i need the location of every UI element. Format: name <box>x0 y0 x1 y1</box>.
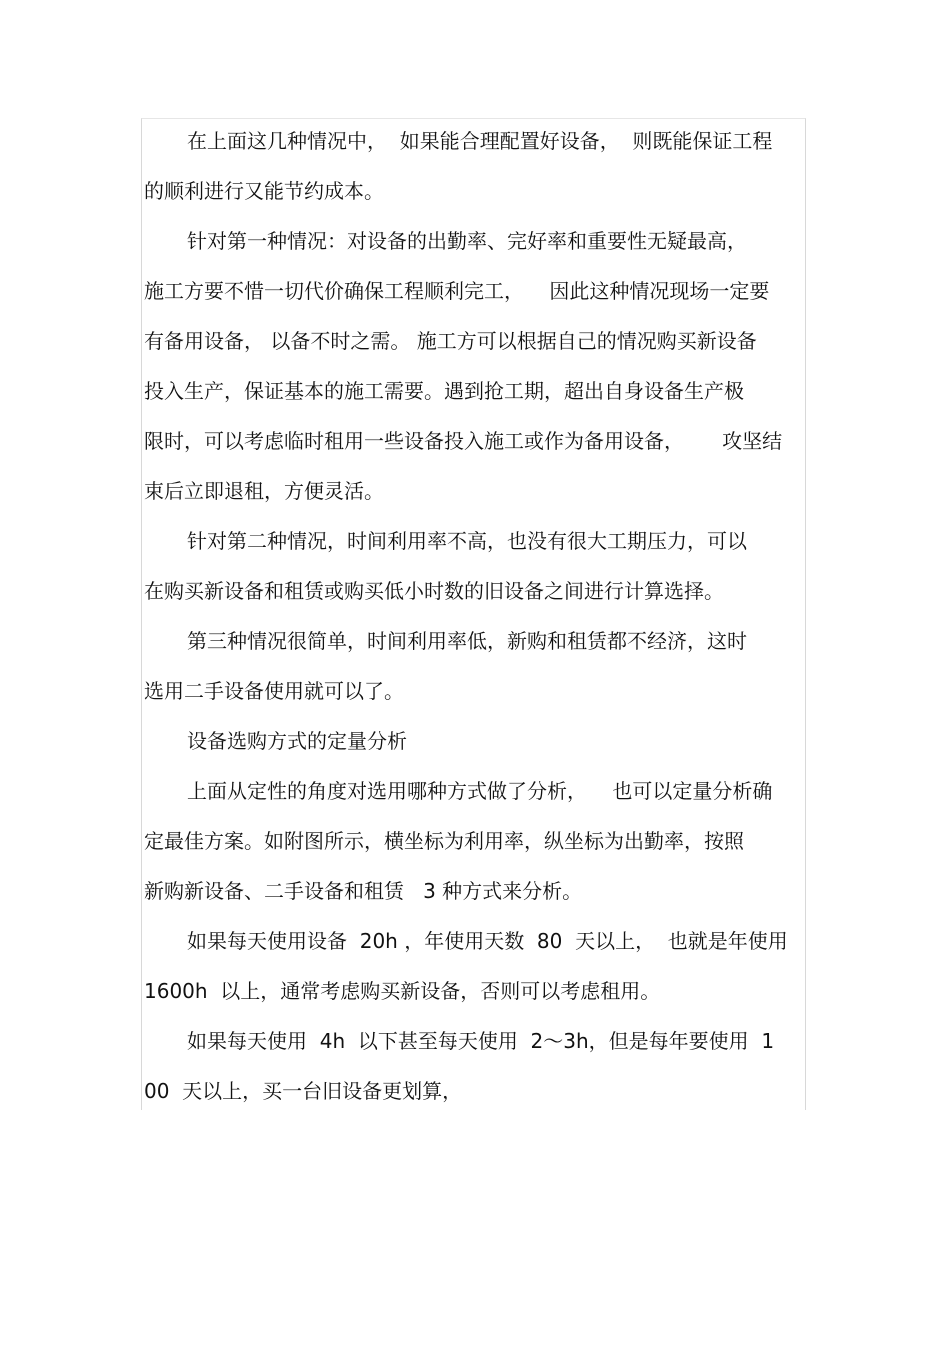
text-line: 新购新设备、二手设备和租赁 3 种方式来分析。 <box>144 879 583 903</box>
text-line: 定最佳方案。如附图所示，横坐标为利用率，纵坐标为出勤率，按照 <box>144 829 744 853</box>
text-line: 针对第二种情况，时间利用率不高，也没有很大工期压力，可以 <box>187 529 747 553</box>
text-line: 针对第一种情况：对设备的出勤率、完好率和重要性无疑最高， <box>187 229 747 253</box>
text-line: 如果每天使用 4h 以下甚至每天使用 2～3h，但是每年要使用 1 <box>187 1029 775 1053</box>
text-line: 限时，可以考虑临时租用一些设备投入施工或作为备用设备， 攻坚结 <box>144 429 783 453</box>
text-line: 上面从定性的角度对选用哪种方式做了分析， 也可以定量分析确 <box>187 779 773 803</box>
text-line: 束后立即退租，方便灵活。 <box>144 479 384 503</box>
text-line: 00 天以上，买一台旧设备更划算， <box>144 1079 463 1103</box>
text-line: 施工方要不惜一切代价确保工程顺利完工， 因此这种情况现场一定要 <box>144 279 770 303</box>
text-line: 在上面这几种情况中， 如果能合理配置好设备， 则既能保证工程 <box>187 129 773 153</box>
text-line: 在购买新设备和租赁或购买低小时数的旧设备之间进行计算选择。 <box>144 579 724 603</box>
text-line: 投入生产，保证基本的施工需要。遇到抢工期，超出自身设备生产极 <box>144 379 744 403</box>
text-line: 选用二手设备使用就可以了。 <box>144 679 404 703</box>
text-line: 如果每天使用设备 20h ，年使用天数 80 天以上， 也就是年使用 <box>187 929 788 953</box>
text-line: 的顺利进行又能节约成本。 <box>144 179 384 203</box>
page-frame <box>141 118 806 1110</box>
text-line: 第三种情况很简单，时间利用率低，新购和租赁都不经济，这时 <box>187 629 747 653</box>
text-line: 1600h 以上，通常考虑购买新设备，否则可以考虑租用。 <box>144 979 661 1003</box>
section-heading: 设备选购方式的定量分析 <box>187 729 407 753</box>
text-line: 有备用设备， 以备不时之需。 施工方可以根据自己的情况购买新设备 <box>144 329 757 353</box>
